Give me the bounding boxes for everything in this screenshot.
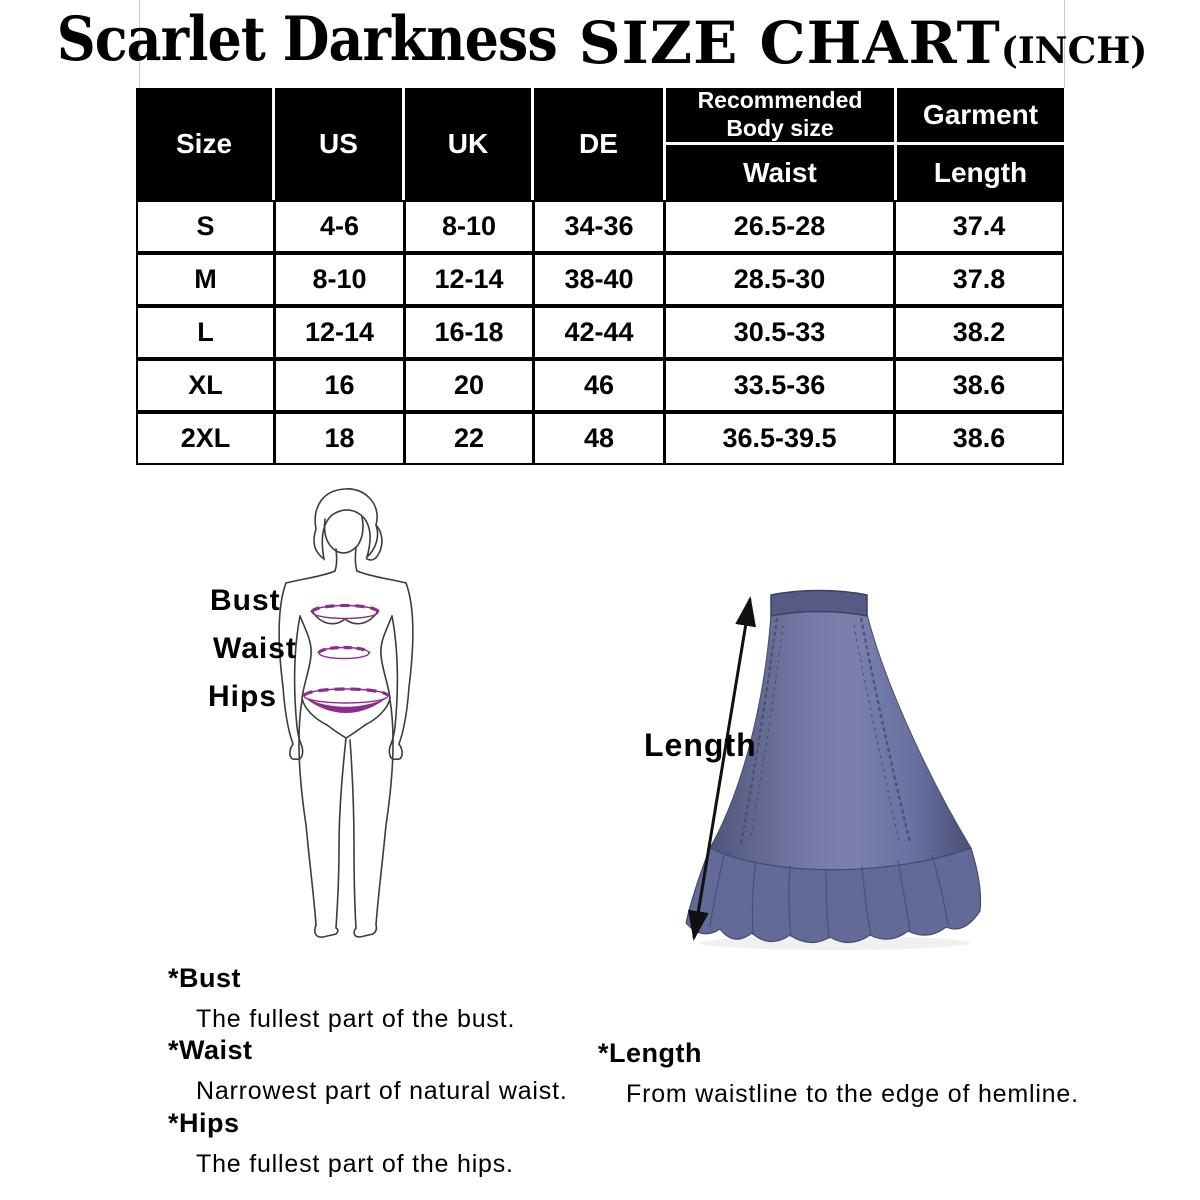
waist-note-desc: Narrowest part of natural waist. xyxy=(196,1077,568,1105)
row-xl-us: 16 xyxy=(276,361,403,410)
length-note xyxy=(598,1038,1079,1109)
row-2xl-length: 38.6 xyxy=(896,414,1062,463)
row-l-size: L xyxy=(138,308,273,357)
row-l-uk: 16-18 xyxy=(406,308,532,357)
row-2xl-size: 2XL xyxy=(138,414,273,463)
row-l-length: 38.2 xyxy=(896,308,1062,357)
header-cell-de: DE xyxy=(534,88,663,200)
row-xl-de: 46 xyxy=(535,361,663,410)
row-xl-size: XL xyxy=(138,361,273,410)
row-xl-uk: 20 xyxy=(406,361,532,410)
bust-label: Bust xyxy=(210,584,281,617)
page-title: SIZE CHART xyxy=(578,9,1001,77)
row-s-de: 34-36 xyxy=(535,202,663,251)
row-l-de: 42-44 xyxy=(535,308,663,357)
row-xl-waist: 33.5-36 xyxy=(666,361,893,410)
row-m-de: 38-40 xyxy=(535,255,663,304)
title-bar xyxy=(56,0,1148,88)
length-note-desc: From waistline to the edge of hemline. xyxy=(626,1080,1079,1108)
hips-note-term: *Hips xyxy=(168,1108,240,1138)
row-m-uk: 12-14 xyxy=(406,255,532,304)
row-2xl-us: 18 xyxy=(276,414,403,463)
brand-logo-text: Scarlet Darkness xyxy=(56,2,557,75)
header-cell-length: Length xyxy=(897,145,1064,200)
row-m-size: M xyxy=(138,255,273,304)
unit-label: (INCH) xyxy=(1000,30,1148,72)
bust-note xyxy=(168,963,515,1034)
bust-note-term: *Bust xyxy=(168,963,242,993)
skirt-length-diagram xyxy=(640,585,1020,955)
row-l-waist: 30.5-33 xyxy=(666,308,893,357)
length-note-term: *Length xyxy=(598,1038,702,1068)
header-cell-waist: Waist xyxy=(666,145,894,200)
size-table xyxy=(136,88,1064,465)
header-cell-recommended-body-size: Recommended Body size xyxy=(666,88,894,142)
row-m-length: 37.8 xyxy=(896,255,1062,304)
length-label: Length xyxy=(644,727,757,763)
waist-note xyxy=(168,1035,568,1106)
header-cell-garment: Garment xyxy=(897,88,1064,142)
header-cell-size: Size xyxy=(136,88,272,200)
row-m-waist: 28.5-30 xyxy=(666,255,893,304)
row-2xl-de: 48 xyxy=(535,414,663,463)
header-cell-us: US xyxy=(275,88,402,200)
body-measurement-figure xyxy=(263,485,431,950)
row-l-us: 12-14 xyxy=(276,308,403,357)
size-table-body xyxy=(136,200,1064,465)
waist-note-term: *Waist xyxy=(168,1035,253,1065)
hips-note-desc: The fullest part of the hips. xyxy=(196,1150,514,1178)
row-xl-length: 38.6 xyxy=(896,361,1062,410)
row-2xl-uk: 22 xyxy=(406,414,532,463)
hips-label: Hips xyxy=(208,680,278,713)
waist-label: Waist xyxy=(213,632,297,665)
row-s-uk: 8-10 xyxy=(406,202,532,251)
bust-note-desc: The fullest part of the bust. xyxy=(196,1005,516,1033)
size-table-header xyxy=(136,88,1064,200)
row-s-length: 37.4 xyxy=(896,202,1062,251)
row-s-waist: 26.5-28 xyxy=(666,202,893,251)
row-2xl-waist: 36.5-39.5 xyxy=(666,414,893,463)
header-cell-uk: UK xyxy=(405,88,531,200)
row-m-us: 8-10 xyxy=(276,255,403,304)
row-s-size: S xyxy=(138,202,273,251)
row-s-us: 4-6 xyxy=(276,202,403,251)
hips-note xyxy=(168,1108,514,1179)
